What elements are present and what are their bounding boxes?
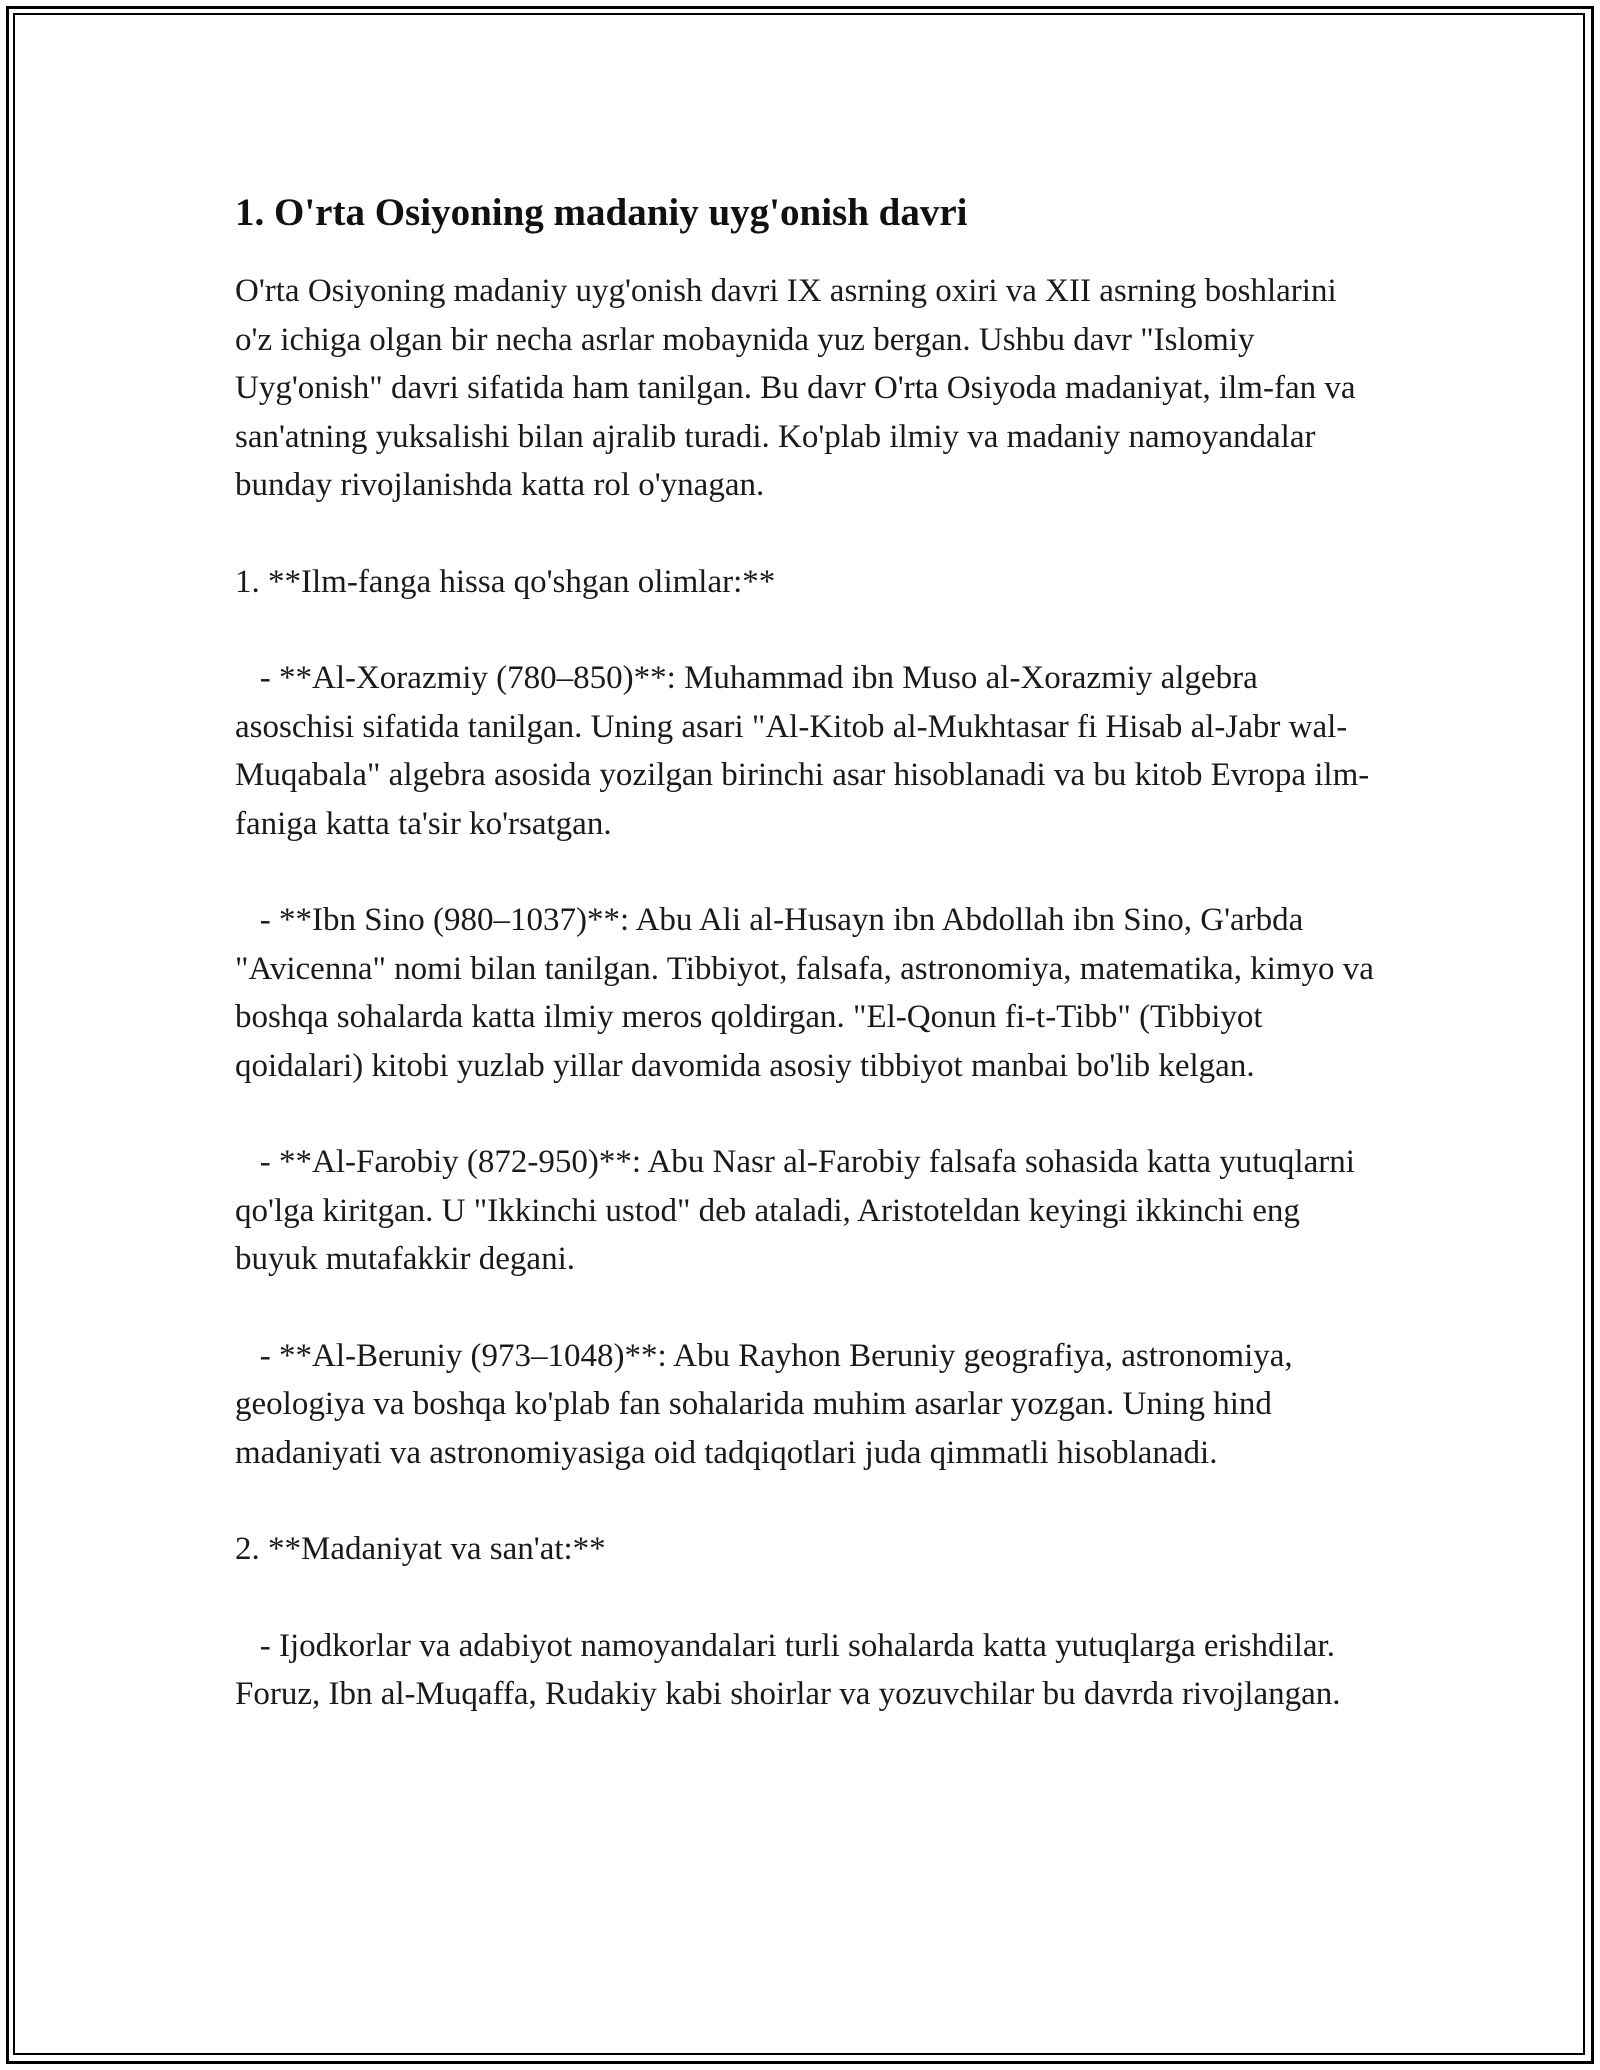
list-item-al-xorazmiy: - **Al-Xorazmiy (780–850)**: Muhammad ibn Muso al-Xorazmiy algebra asoschisi sifatida tanilgan. Uning asari "Al-Kitob al-Mukhtasar fi Hisab al-Jabr wal-Muqabala" algebra asosida yozilgan birinchi asar hisoblanadi va bu kitob Evropa ilm-faniga katta ta'sir ko'rsatgan. [235, 660, 1370, 842]
list-item-al-beruniy: - **Al-Beruniy (973–1048)**: Abu Rayhon Beruniy geografiya, astronomiya, geologiya va boshqa ko'plab fan sohalarida muhim asarlar yozgan. Uning hind madaniyati va astronomiyasiga oid tadqiqotlari juda qimmatli hisoblanadi. [235, 1337, 1301, 1471]
list-item-writers: - Ijodkorlar va adabiyot namoyandalari turli sohalarda katta yutuqlarga erishdilar. Foruz, Ibn al-Muqaffa, Rudakiy kabi shoirlar va yozuvchilar bu davrda rivojlangan. [235, 1627, 1344, 1712]
intro-paragraph: O'rta Osiyoning madaniy uyg'onish davri IX asrning oxiri va XII asrning boshlarini o'z ichiga olgan bir necha asrlar mobaynida yuz bergan. Ushbu davr "Islomiy Uyg'onish" davri sifatida ham tanilgan. Bu davr O'rta Osiyoda madaniyat, ilm-fan va san'atning yuksalishi bilan ajralib turadi. Ko'plab ilmiy va madaniy namoyandalar bunday rivojlanishda katta rol o'ynagan. [235, 273, 1364, 503]
list-item-al-farobiy: - **Al-Farobiy (872-950)**: Abu Nasr al-Farobiy falsafa sohasida katta yutuqlarni qo'lga kiritgan. U "Ikkinchi ustod" deb ataladi, Aristoteldan keyingi ikkinchi eng buyuk mutafakkir degani. [235, 1144, 1364, 1277]
document-body [235, 185, 1383, 1767]
document-heading: 1. O'rta Osiyoning madaniy uyg'onish davri [235, 191, 968, 234]
section-heading-culture: 2. **Madaniyat va san'at:** [235, 1531, 606, 1567]
list-item-ibn-sino: - **Ibn Sino (980–1037)**: Abu Ali al-Husayn ibn Abdollah ibn Sino, G'arbda "Avicenna" nomi bilan tanilgan. Tibbiyot, falsafa, astronomiya, matematika, kimyo va boshqa sohalarda katta ilmiy meros qoldirgan. "El-Qonun fi-t-Tibb" (Tibbiyot qoidalari) kitobi yuzlab yillar davomida asosiy tibbiyot manbai bo'lib kelgan. [235, 902, 1383, 1084]
section-heading-science: 1. **Ilm-fanga hissa qo'shgan olimlar:** [235, 563, 776, 600]
